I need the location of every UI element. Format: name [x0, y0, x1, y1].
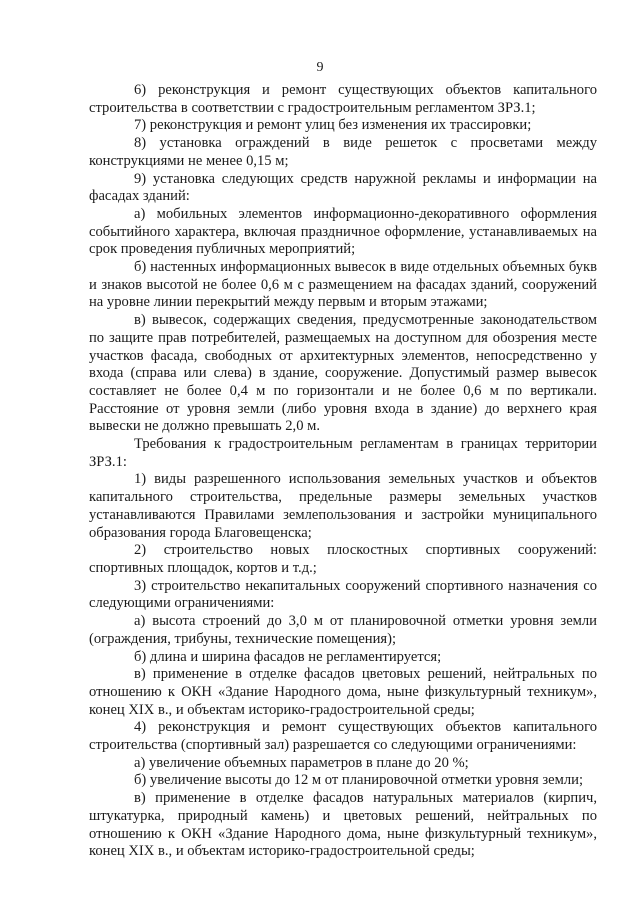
paragraph-req-2-sports-grounds: 2) строительство новых плоскостных спортивных сооружений: спортивных площадок, кортов и т.д.; — [89, 542, 597, 576]
paragraph-item-7-streets: 7) реконструкция и ремонт улиц без изменения их трассировки; — [134, 117, 532, 134]
paragraph-item-6-reconstruction: 6) реконструкция и ремонт существующих объектов капитального строительства в соответствии с градостроительным регламентом ЗРЗ.1; — [89, 82, 597, 116]
paragraph-subitem-v-consumer-signs: в) вывесок, содержащих сведения, предусмотренные законодательством по защите прав потребителей, размещаемых на доступном для обозрения месте участков фасада, свободных от архитектурных элементов, непосредственно у входа (справа или слева) в здание, сооружение. Допустимый размер вывесок составляет не более 0,4 м по горизонтали и не более 0,6 м по вертикали. Расстояние от уровня земли (либо уровня входа в здание) до верхнего края вывески не должно превышать 2,0 м. — [89, 312, 597, 435]
paragraph-req-3-a-height: а) высота строений до 3,0 м от планировочной отметки уровня земли (ограждения, трибуны, технические помещения); — [89, 613, 597, 647]
paragraph-req-3-temporary-structures: 3) строительство некапитальных сооружений спортивного назначения со следующими ограничениями: — [89, 577, 597, 612]
document-body — [89, 82, 597, 861]
paragraph-req-4-v-materials: в) применение в отделке фасадов натуральных материалов (кирпич, штукатурка, природный камень) и цветовых решений, нейтральных по отношению к ОКН «Здание Народного дома, ныне физкультурный техникум», конец XIX в., и объектам историко-градостроительной среды; — [89, 790, 597, 860]
paragraph-req-4-sports-hall: 4) реконструкция и ремонт существующих объектов капитального строительства (спортивный зал) разрешается со следующими ограничениями: — [89, 719, 597, 754]
paragraph-req-3-b-facade-size: б) длина и ширина фасадов не регламентируется; — [134, 648, 442, 665]
paragraph-subitem-b-wall-signs: б) настенных информационных вывесок в виде отдельных объемных букв и знаков высотой не более 0,6 м с размещением на фасадах зданий, сооружений на уровне линии перекрытий между первым и вторым этажами; — [89, 259, 597, 311]
paragraph-item-8-fences: 8) установка ограждений в виде решеток с просветами между конструкциями не менее 0,15 м; — [89, 135, 597, 169]
page-number: 9 — [316, 60, 324, 75]
paragraph-req-4-b-height: б) увеличение высоты до 12 м от планировочной отметки уровня земли; — [134, 772, 583, 789]
paragraph-req-4-a-volume: а) увеличение объемных параметров в плане до 20 %; — [134, 754, 469, 771]
paragraph-requirements-heading: Требования к градостроительным регламентам в границах территории ЗРЗ.1: — [89, 436, 597, 470]
paragraph-req-3-v-facade-colors: в) применение в отделке фасадов цветовых решений, нейтральных по отношению к ОКН «Здание Народного дома, ныне физкультурный техникум», конец XIX в., и объектам историко-градостроительной среды; — [89, 666, 597, 718]
paragraph-req-1-permitted-use: 1) виды разрешенного использования земельных участков и объектов капитального строительства, предельные размеры земельных участков устанавливаются Правилами землепользования и застройки муниципального образования города Благовещенска; — [89, 471, 597, 541]
paragraph-item-9-advertising: 9) установка следующих средств наружной рекламы и информации на фасадах зданий: — [89, 170, 597, 205]
paragraph-subitem-a-mobile-elements: а) мобильных элементов информационно-декоративного оформления событийного характера, включая праздничное оформление, устанавливаемых на срок проведения публичных мероприятий; — [89, 205, 597, 258]
